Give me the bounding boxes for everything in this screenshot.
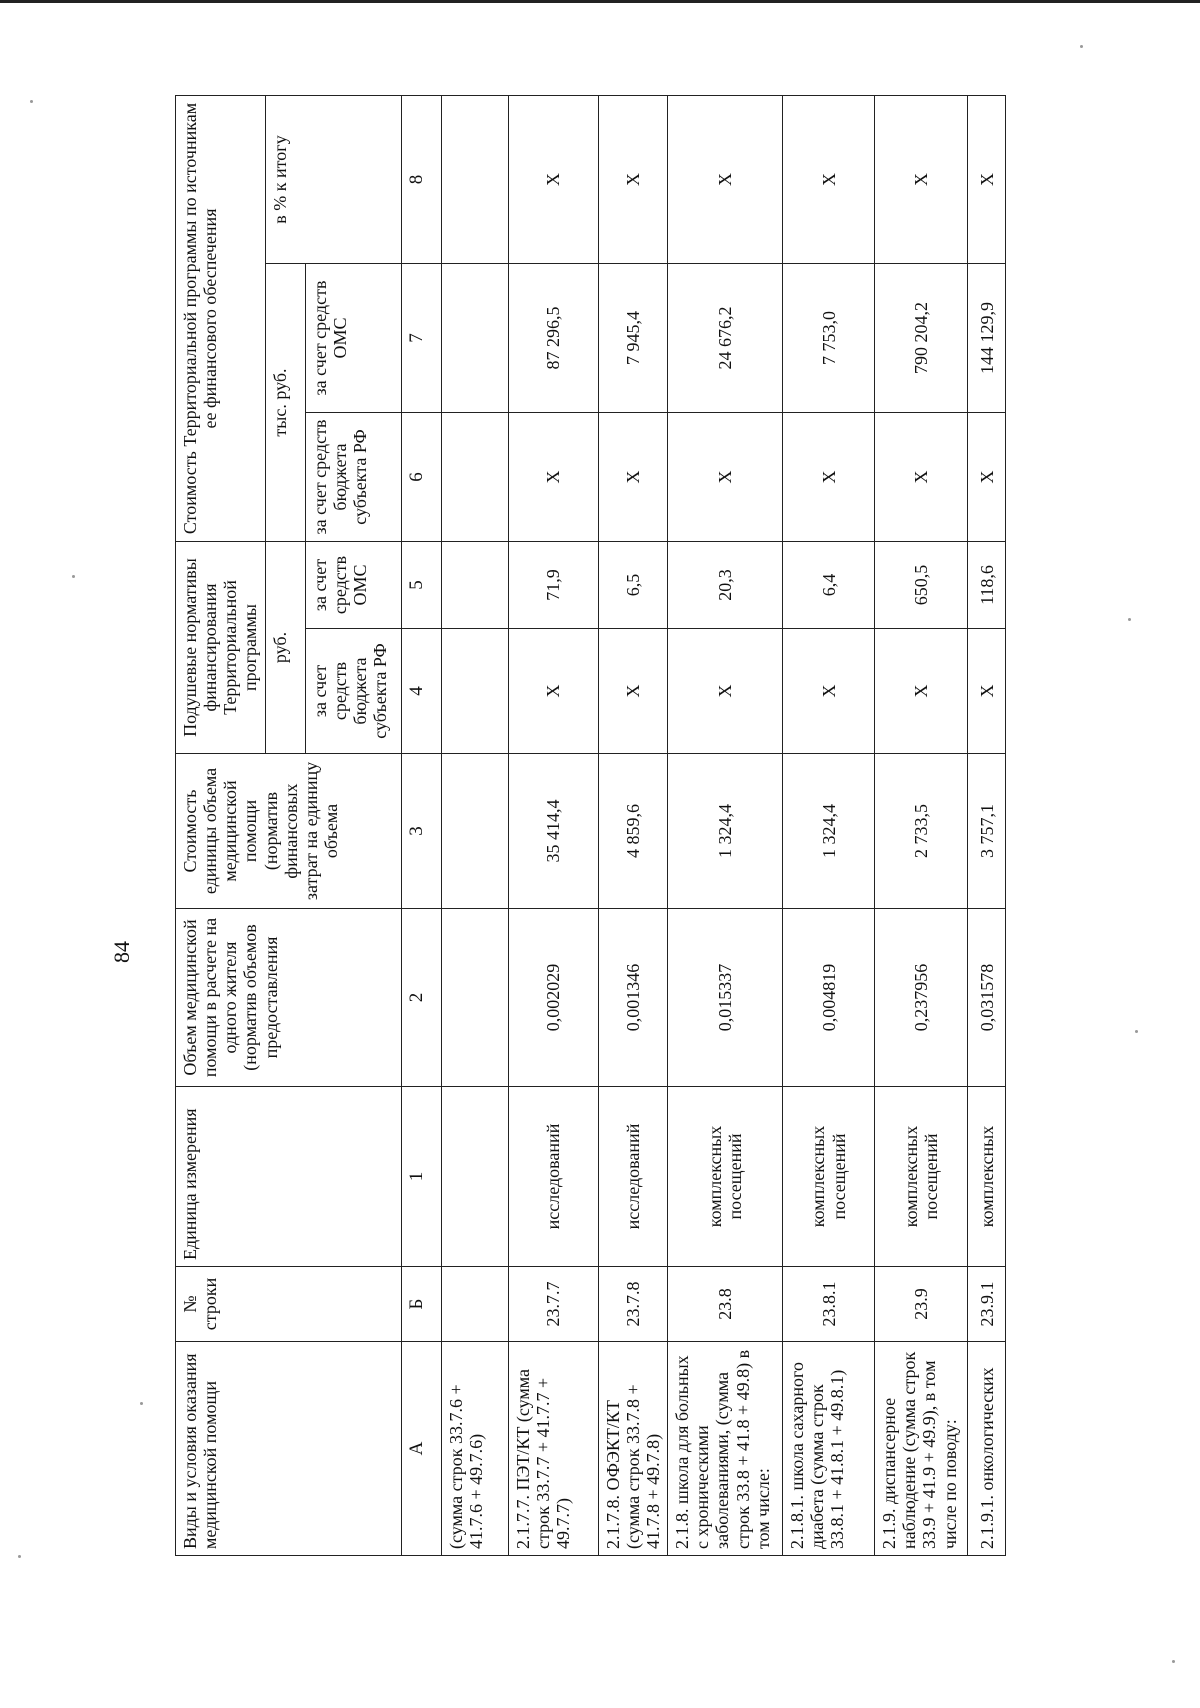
row-percent: X (668, 95, 783, 263)
col-num-6: 6 (401, 413, 441, 542)
scan-speck (140, 1402, 143, 1405)
row-volume: 0,031578 (968, 909, 1006, 1087)
row-volume: 0,001346 (598, 909, 667, 1087)
row-norm-budget: X (783, 629, 875, 754)
scan-speck (1135, 1030, 1138, 1033)
row-percent: X (598, 95, 667, 263)
row-total-oms: 790 204,2 (875, 264, 968, 413)
table-row (508, 95, 598, 1555)
row-norm-budget: X (508, 629, 598, 754)
col-num-8: 8 (401, 95, 441, 263)
row-number: 23.7.7 (508, 1267, 598, 1342)
row-percent: X (968, 95, 1006, 263)
row-unit-cost: 3 757,1 (968, 754, 1006, 909)
scan-speck (18, 1555, 21, 1558)
row-total-oms: 24 676,2 (668, 264, 783, 413)
table-row (441, 95, 508, 1555)
header-types: Виды и условия оказания медицинской помощи (176, 1342, 402, 1556)
header-total-budget: за счет средств бюджета субъекта РФ (305, 413, 401, 542)
scan-speck (1128, 618, 1131, 621)
rotated-table-page (175, 96, 1135, 1556)
row-total-budget: X (875, 413, 968, 542)
row-unit-cost: 35 414,4 (508, 754, 598, 909)
row-number: 23.7.8 (598, 1267, 667, 1342)
row-number: 23.9 (875, 1267, 968, 1342)
row-unit: комплексных посещений (668, 1087, 783, 1267)
row-unit: комплексных (968, 1087, 1006, 1267)
row-number: 23.8 (668, 1267, 783, 1342)
row-total-oms (441, 264, 508, 413)
row-norm-budget: X (668, 629, 783, 754)
row-norm-budget: X (875, 629, 968, 754)
col-num-4: 4 (401, 629, 441, 754)
page-number: 84 (109, 941, 134, 963)
row-unit: исследований (508, 1087, 598, 1267)
row-norm-oms (441, 542, 508, 629)
scan-speck (1172, 1660, 1175, 1663)
row-number: 23.8.1 (783, 1267, 875, 1342)
row-total-oms: 87 296,5 (508, 264, 598, 413)
row-volume: 0,002029 (508, 909, 598, 1087)
row-unit: исследований (598, 1087, 667, 1267)
row-name: 2.1.7.8. ОФЭКТ/КТ (сумма строк 33.7.8 + 41.7.8 + 49.7.8) (598, 1342, 667, 1556)
row-unit-cost: 1 324,4 (783, 754, 875, 909)
header-program-cost: Стоимость Территориальной программы по источникам ее финансового обеспечения (176, 95, 266, 541)
col-num-5: 5 (401, 542, 441, 629)
col-num-2: 2 (401, 909, 441, 1087)
header-volume: Объем медицинской помощи в расчете на одного жителя (норматив объемов предоставления (176, 909, 402, 1087)
row-norm-budget (441, 629, 508, 754)
row-number: 23.9.1 (968, 1267, 1006, 1342)
scan-speck (72, 575, 75, 578)
row-unit-cost: 1 324,4 (668, 754, 783, 909)
table-row (668, 95, 783, 1555)
row-norm-oms: 20,3 (668, 542, 783, 629)
row-unit-cost (441, 754, 508, 909)
row-name: 2.1.9.1. онкологических (968, 1342, 1006, 1556)
row-unit: комплексных посещений (875, 1087, 968, 1267)
row-norm-budget: X (598, 629, 667, 754)
table-row (598, 95, 667, 1555)
row-volume: 0,004819 (783, 909, 875, 1087)
row-name: 2.1.9. диспансерное наблюдение (сумма строк 33.9 + 41.9 + 49.9), в том числе по поводу: (875, 1342, 968, 1556)
col-num-1: 1 (401, 1087, 441, 1267)
column-numbers-row (401, 95, 441, 1555)
row-volume (441, 909, 508, 1087)
row-name: 2.1.8.1. школа сахарного диабета (сумма строк 33.8.1 + 41.8.1 + 49.8.1) (783, 1342, 875, 1556)
row-norm-oms: 118,6 (968, 542, 1006, 629)
header-norm-oms: за счет средств ОМС (305, 542, 401, 629)
scan-top-edge (0, 0, 1200, 3)
table-row (875, 95, 968, 1555)
row-norm-oms: 6,5 (598, 542, 667, 629)
row-total-oms: 7 753,0 (783, 264, 875, 413)
header-row-1 (176, 95, 266, 1555)
header-row-number: № строки (176, 1267, 402, 1342)
col-num-7: 7 (401, 264, 441, 413)
header-total-oms: за счет средств ОМС (305, 264, 401, 413)
header-unit: Единица измерения (176, 1087, 402, 1267)
row-total-budget (441, 413, 508, 542)
row-total-budget: X (783, 413, 875, 542)
row-total-budget: X (598, 413, 667, 542)
header-norm-budget: за счет средств бюджета субъекта РФ (305, 629, 401, 754)
header-unit-rub: руб. (265, 542, 305, 754)
header-unit-thousand-rub: тыс. руб. (265, 264, 305, 542)
row-norm-oms: 650,5 (875, 542, 968, 629)
budget-table (175, 95, 1006, 1556)
header-per-capita-norms: Подушевые нормативы финансирования Территориальной программы (176, 542, 266, 754)
row-unit: комплексных посещений (783, 1087, 875, 1267)
row-norm-budget: X (968, 629, 1006, 754)
row-total-budget: X (508, 413, 598, 542)
row-unit-cost: 4 859,6 (598, 754, 667, 909)
col-num-a: А (401, 1342, 441, 1556)
row-volume: 0,015337 (668, 909, 783, 1087)
row-percent: X (783, 95, 875, 263)
row-unit-cost: 2 733,5 (875, 754, 968, 909)
table-row (783, 95, 875, 1555)
scan-speck (1080, 45, 1083, 48)
row-volume: 0,237956 (875, 909, 968, 1087)
row-number (441, 1267, 508, 1342)
row-name: 2.1.8. школа для больных с хроническими заболеваниями, (сумма строк 33.8 + 41.8 + 49.8) в том числе: (668, 1342, 783, 1556)
row-total-budget: X (968, 413, 1006, 542)
row-total-budget: X (668, 413, 783, 542)
row-percent (441, 95, 508, 263)
row-unit (441, 1087, 508, 1267)
table-row (968, 95, 1006, 1555)
row-norm-oms: 71,9 (508, 542, 598, 629)
header-unit-cost: Стоимость единицы объема медицинской помощи (норматив финансовых затрат на единицу объема (176, 754, 402, 909)
row-name: 2.1.7.7. ПЭТ/КТ (сумма строк 33.7.7 + 41.7.7 + 49.7.7) (508, 1342, 598, 1556)
row-norm-oms: 6,4 (783, 542, 875, 629)
scan-speck (30, 100, 33, 103)
col-num-3: 3 (401, 754, 441, 909)
row-name: (сумма строк 33.7.6 + 41.7.6 + 49.7.6) (441, 1342, 508, 1556)
row-total-oms: 7 945,4 (598, 264, 667, 413)
row-percent: X (508, 95, 598, 263)
row-percent: X (875, 95, 968, 263)
header-percent-total: в % к итогу (265, 95, 401, 263)
row-total-oms: 144 129,9 (968, 264, 1006, 413)
col-num-b: Б (401, 1267, 441, 1342)
